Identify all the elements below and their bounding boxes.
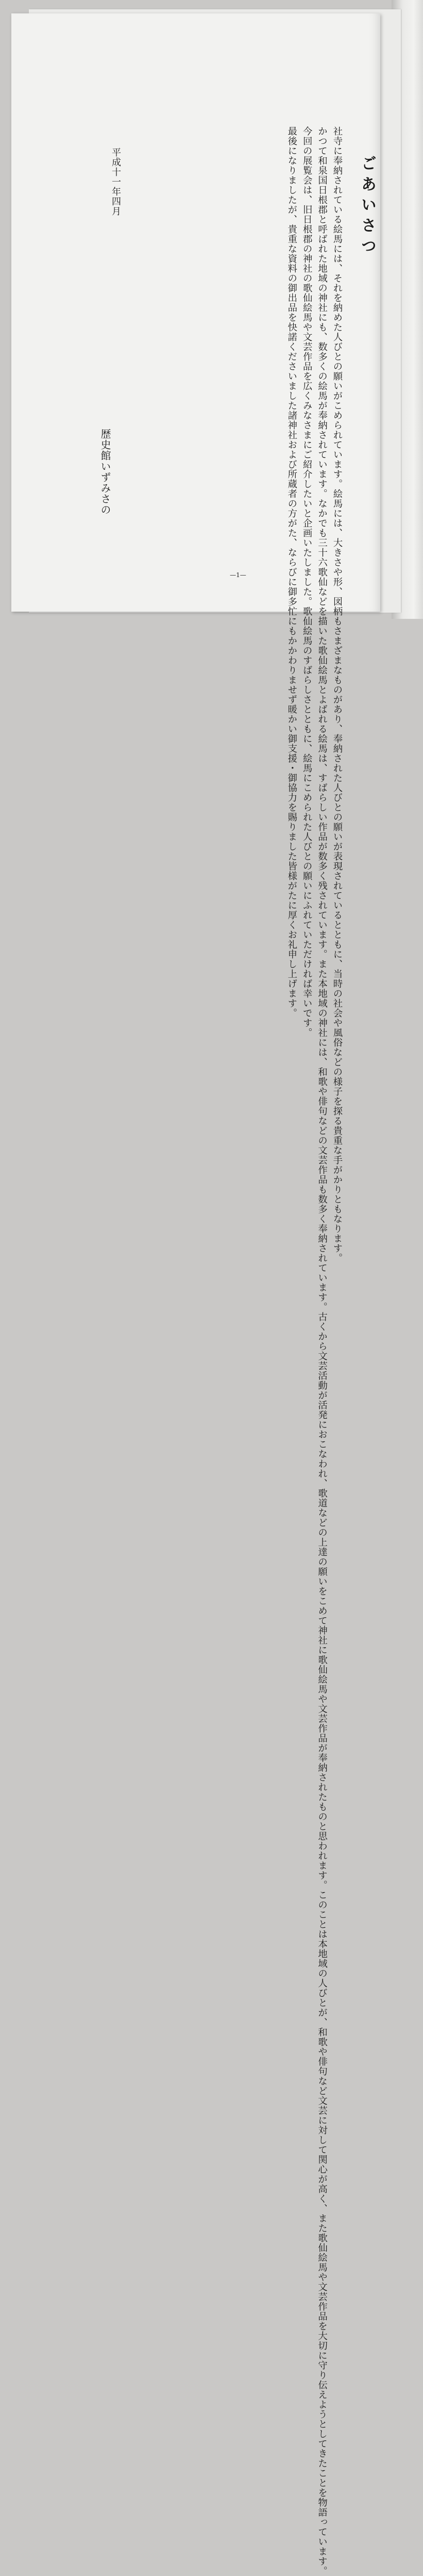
page-number: —1— — [230, 571, 246, 579]
greeting-body-text: 社寺に奉納されている絵馬には、それを納めた人びとの願いがこめられています。絵馬には、大きさや形、図柄もさまざまなものがあり、奉納された人びとの願いが表現されているとともに、当時の社会や風俗などの様子を探る貴重な手がかりともなります。 かつて和泉国日根郡と呼ばれた地域の神社にも、数多くの絵馬が奉納されています。なかでも三十六歌仙などを描いた歌仙絵馬とよばれる絵馬は、すばらしい作品が数多く残されています。また本地域の神社には、和歌や俳句などの文芸作品も数多く奉納されています。古くから文芸活動が活発におこなわれ、歌道などの上達の願いをこめて神社に歌仙絵馬や文芸作品が奉納されたものと思われます。このことは本地域の人びとが、和歌や俳句など文芸に対して関心が高く、また歌仙絵馬や文芸作品を大切に守り伝えようとしてきたことを物語っています。 今回の展覧会は、旧日根郡の神社の歌仙絵馬や文芸作品を広くみなさまにご紹介したいと企画いたしました。歌仙絵馬のすばらしさとともに、絵馬にこめられた人びとの願いにふれていただければ幸いです。 最後になりましたが、貴重な資料の御出品を快諾くださいました諸神社および所蔵者の方がた、ならびに御多忙にもかかわりませず暖かい御支援・御協力を賜りました皆様がたに厚くお礼申し上げます。 — [286, 126, 343, 2576]
organization-signature: 歴史館いずみさの — [99, 429, 111, 515]
page-title: ごあいさつ — [358, 155, 376, 258]
document-page — [11, 13, 380, 2576]
date-text: 平成十一年四月 — [110, 147, 121, 216]
